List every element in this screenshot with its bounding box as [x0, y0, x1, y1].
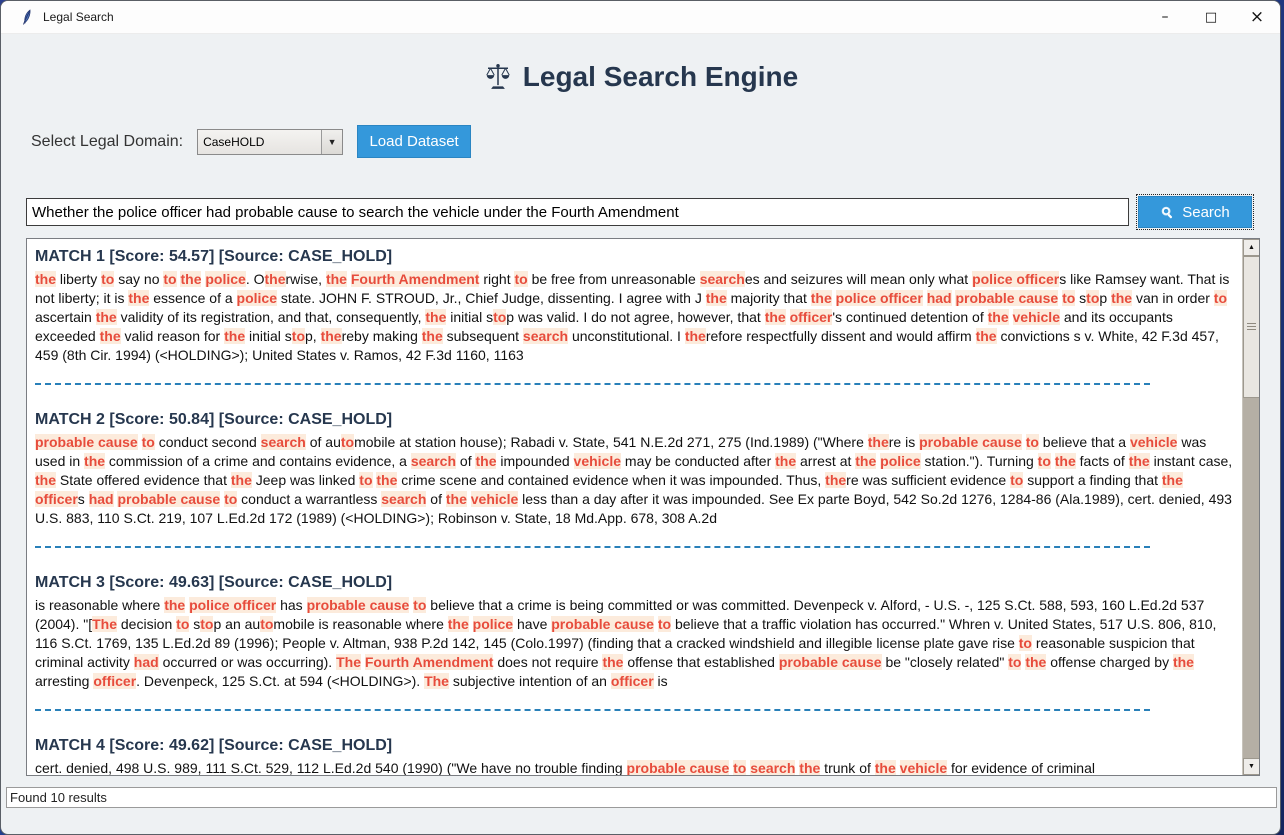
page-title-text: Legal Search Engine [522, 61, 799, 92]
highlighted-term: the [684, 328, 706, 344]
highlighted-term: to [1010, 472, 1024, 488]
highlighted-term: to [1008, 654, 1022, 670]
highlighted-term: the [95, 309, 117, 325]
highlighted-term: to [1025, 434, 1039, 450]
highlighted-term: to [413, 597, 427, 613]
results-list [27, 239, 1236, 775]
highlighted-term: to [1086, 290, 1100, 306]
search-input[interactable] [26, 198, 1129, 226]
scroll-up-icon[interactable]: ▲ [1243, 239, 1260, 256]
highlighted-term: the [230, 472, 252, 488]
magnifier-icon [1160, 205, 1175, 220]
highlighted-term: vehicle [573, 453, 622, 469]
highlighted-term: to [260, 616, 274, 632]
highlighted-term: to [1037, 453, 1051, 469]
highlighted-term: officer [610, 673, 654, 689]
search-button[interactable] [1138, 196, 1252, 228]
highlighted-term: Fourth Amendment [364, 654, 494, 670]
highlighted-term: probable cause [306, 597, 410, 613]
highlighted-term: the [775, 453, 797, 469]
page-title [1, 61, 1280, 93]
match-title: MATCH 4 [Score: 49.62] [Source: CASE_HOLD] [35, 737, 393, 754]
close-button[interactable]: × [1249, 7, 1265, 27]
match-title: MATCH 1 [Score: 54.57] [Source: CASE_HOLD] [35, 248, 393, 265]
window-title: Legal Search [43, 10, 114, 24]
highlighted-term: to [200, 616, 214, 632]
match-title: MATCH 3 [Score: 49.63] [Source: CASE_HOLD] [35, 574, 393, 591]
highlighted-term: the [320, 328, 342, 344]
highlighted-term: the [1128, 453, 1150, 469]
highlighted-term: the [325, 271, 347, 287]
highlighted-term: to [101, 271, 115, 287]
highlighted-term: the [180, 271, 202, 287]
highlighted-term: the [705, 290, 727, 306]
highlighted-term: the [810, 290, 832, 306]
match-body: cert. denied, 498 U.S. 989, 111 S.Ct. 529, 112 L.Ed.2d 540 (1990) ("We have no trouble finding probable cause to search the trunk of the vehicle for evidence of criminal [35, 760, 1095, 775]
highlighted-term: search [260, 434, 306, 450]
highlighted-term: vehicle [470, 491, 519, 507]
highlighted-term: The [92, 616, 117, 632]
match-separator [35, 546, 1150, 548]
highlighted-term: to [224, 491, 238, 507]
highlighted-term: officer [93, 673, 137, 689]
chevron-down-icon[interactable]: ▼ [321, 130, 342, 154]
load-dataset-button[interactable]: Load Dataset [357, 125, 471, 158]
highlighted-term: the [164, 597, 186, 613]
highlighted-term: the [874, 760, 896, 775]
highlighted-term: the [825, 472, 847, 488]
highlighted-term: probable cause [35, 434, 138, 450]
highlighted-term: officer [35, 491, 78, 507]
highlighted-term: probable cause [551, 616, 654, 632]
highlighted-term: to [359, 472, 373, 488]
highlighted-term: officer [789, 309, 833, 325]
minimize-button[interactable]: – [1161, 9, 1169, 25]
highlighted-term: search [410, 453, 457, 469]
match-separator [35, 383, 1150, 385]
highlighted-term: vehicle [899, 760, 948, 775]
highlighted-term: probable cause [117, 491, 221, 507]
highlighted-term: the [128, 290, 150, 306]
highlighted-term: the [1172, 654, 1194, 670]
highlighted-term: police officer [189, 597, 277, 613]
highlighted-term: police [205, 271, 246, 287]
highlighted-term: the [1161, 472, 1183, 488]
search-row [26, 196, 1260, 229]
domain-row [31, 125, 1280, 158]
highlighted-term: the [1054, 453, 1076, 469]
highlighted-term: had [926, 290, 952, 306]
highlighted-term: police officer [972, 271, 1060, 287]
highlighted-term: the [987, 309, 1009, 325]
highlighted-term: to [340, 434, 355, 450]
highlighted-term: to [291, 328, 306, 344]
highlighted-term: the [1025, 654, 1047, 670]
highlighted-term: police [472, 616, 514, 632]
scroll-thumb-grip [1247, 323, 1256, 332]
highlighted-term: police officer [835, 290, 923, 306]
feather-icon [17, 9, 33, 25]
highlighted-term: search [750, 760, 796, 775]
highlighted-term: to [1062, 290, 1076, 306]
highlighted-term: had [88, 491, 114, 507]
scales-icon [483, 62, 513, 92]
highlighted-term: the [445, 491, 467, 507]
match-body: the liberty to say no to the police. Otherwise, the Fourth Amendment right to be free from unreasonable searches and seizures will mean only what police officers like Ramsey want. That is not liberty; it is the essence of a police state. JOHN F. STROUD, Jr., Chief Judge, dissenting. I agree with J the majority that the police officer had probable cause to stop the van in order to ascertain the validity of its registration, and that, consequently, the initial stop was valid. I do not agree, however, that the officer's continued detention of the vehicle and its occupants exceeded the valid reason for the initial stop, thereby making the subsequent search unconstitutional. I therefore respectfully dissent and would affirm the convictions s v. White, 42 F.3d 457, 459 (8th Cir. 1994) (<HOLDING>); United States v. Ramos, 42 F.3d 1160, 1163 [35, 271, 1230, 363]
results-panel[interactable] [26, 238, 1260, 776]
window-controls [1142, 1, 1280, 33]
highlighted-term: probable cause [919, 434, 1022, 450]
status-bar [6, 787, 1277, 808]
highlighted-term: vehicle [1012, 309, 1060, 325]
highlighted-term: the [799, 760, 821, 775]
highlighted-term: had [133, 654, 159, 670]
highlighted-term: the [84, 453, 106, 469]
highlighted-term: the [35, 271, 56, 287]
highlighted-term: to [1018, 635, 1032, 651]
highlighted-term: to [733, 760, 747, 775]
highlighted-term: the [602, 654, 624, 670]
scroll-thumb[interactable] [1243, 256, 1260, 398]
highlighted-term: to [163, 271, 177, 287]
highlighted-term: the [1111, 290, 1133, 306]
highlighted-term: the [376, 472, 398, 488]
highlighted-term: probable cause [778, 654, 882, 670]
highlighted-term: the [99, 328, 121, 344]
domain-label: Select Legal Domain: [31, 132, 184, 150]
highlighted-term: to [141, 434, 155, 450]
highlighted-term: probable cause [955, 290, 1059, 306]
highlighted-term: the [421, 328, 443, 344]
match-separator [35, 709, 1150, 711]
highlighted-term: vehicle [1129, 434, 1178, 450]
highlighted-term: Fourth Amendment [350, 271, 480, 287]
highlighted-term: search [522, 328, 569, 344]
scrollbar[interactable] [1242, 239, 1259, 775]
highlighted-term: the [475, 453, 497, 469]
highlighted-term: the [855, 453, 877, 469]
highlighted-term: The [336, 654, 361, 670]
highlighted-term: to [493, 309, 507, 325]
highlighted-term: the [867, 434, 889, 450]
highlighted-term: the [264, 271, 286, 287]
highlighted-term: probable cause [626, 760, 730, 775]
highlighted-term: to [514, 271, 528, 287]
highlighted-term: the [425, 309, 447, 325]
highlighted-term: police [880, 453, 921, 469]
match-title: MATCH 2 [Score: 50.84] [Source: CASE_HOLD] [35, 411, 393, 428]
highlighted-term: the [975, 328, 997, 344]
maximize-button[interactable]: □ [1204, 9, 1218, 25]
search-button-label: Search [1182, 203, 1230, 221]
status-text: Found 10 results [10, 790, 107, 805]
highlighted-term: police [236, 290, 278, 306]
highlighted-term: search [699, 271, 745, 287]
highlighted-term: search [381, 491, 427, 507]
highlighted-term: to [176, 616, 190, 632]
highlighted-term: the [224, 328, 246, 344]
highlighted-term: to [657, 616, 672, 632]
title-bar[interactable] [1, 1, 1280, 34]
match-body: is reasonable where the police officer has probable cause to believe that a crime is being committed or was committed. Devenpeck v. Alford, - U.S. -, 125 S.Ct. 588, 593, 160 L.Ed.2d 537 (2004). "[The decision to stop an automobile is reasonable where the police have probable cause to believe that a traffic violation has occurred." Whren v. United States, 517 U.S. 806, 810, 116 S.Ct. 1769, 135 L.Ed.2d 89 (1996); People v. Altman, 938 P.2d 142, 145 (Colo.1997) (finding that a cracked windshield and illegible license plate gave rise to reasonable suspicion that criminal activity had occurred or was occurring). The Fourth Amendment does not require the offense that established probable cause be "closely related" to the offense charged by the arresting officer. Devenpeck, 125 S.Ct. at 594 (<HOLDING>). The subjective intention of an officer is [35, 597, 1217, 689]
highlighted-term: the [447, 616, 469, 632]
highlighted-term: the [764, 309, 786, 325]
domain-select[interactable] [197, 129, 343, 155]
highlighted-term: the [35, 472, 56, 488]
match-body: probable cause to conduct second search of automobile at station house); Rabadi v. State, 541 N.E.2d 271, 275 (Ind.1989) ("Where there is probable cause to believe that a vehicle was used in the commission of a crime and contains evidence, a search of the impounded vehicle may be conducted after the arrest at the police station."). Turning to the facts of the instant case, the State offered evidence that the Jeep was linked to the crime scene and contained evidence when it was impounded. Thus, there was sufficient evidence to support a finding that the officers had probable cause to conduct a warrantless search of the vehicle less than a day after it was impounded. See Ex parte Boyd, 542 So.2d 1276, 1284-86 (Ala.1989), cert. denied, 493 U.S. 883, 110 S.Ct. 219, 107 L.Ed.2d 172 (1989) (<HOLDING>); Robinson v. State, 18 Md.App. 678, 308 A.2d [35, 434, 1233, 526]
highlighted-term: The [424, 673, 449, 689]
highlighted-term: to [1213, 290, 1228, 306]
domain-select-value: CaseHOLD [203, 134, 265, 149]
scroll-down-icon[interactable]: ▼ [1243, 758, 1260, 775]
